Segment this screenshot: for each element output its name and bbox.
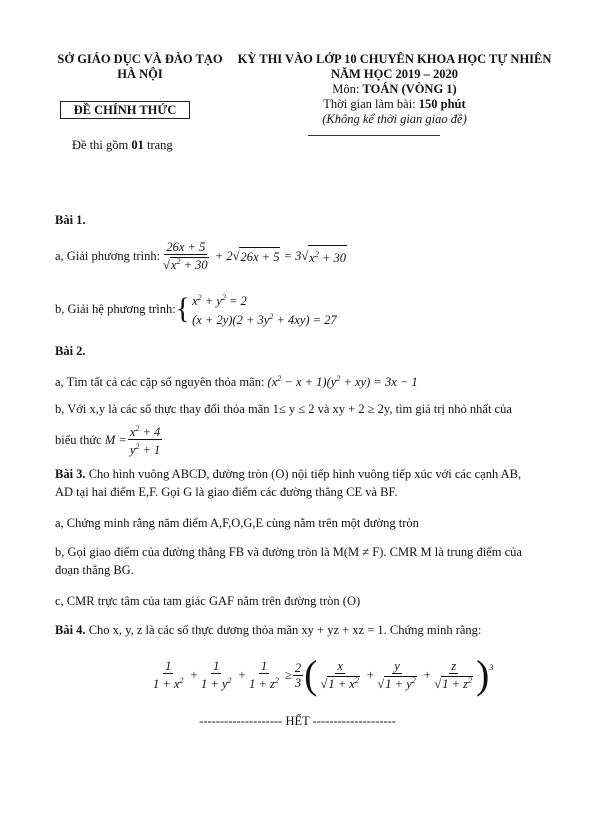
system-1b: { $x^2 + y^2 = 2$ $(x + 2y)(2 + 3y^2 + 4xy) = 27$: [175, 292, 337, 328]
equation-2a: $(x^2 - x + 1)(y^2 + xy) = 3x - 1$: [267, 374, 418, 390]
problem3a: a, Chứng minh rằng năm điểm A,F,O,G,E cùng nằm trên một đường tròn: [55, 516, 419, 530]
problem1b: [55, 290, 337, 328]
brace: {: [175, 292, 191, 326]
problem4: [55, 621, 540, 639]
official-label: ĐỀ CHÍNH THỨC: [60, 101, 190, 119]
header-divider: [308, 135, 440, 136]
problem2-title: Bài 2.: [55, 344, 86, 358]
dept-line2: HÀ NỘI: [117, 67, 163, 81]
subject-prefix: Môn:: [332, 82, 363, 96]
problem1a-prefix: a, Giải phương trình:: [55, 249, 161, 264]
fraction: $\frac{26x + 5}{√x^2 + 30}$: [163, 240, 208, 273]
time-prefix: Thời gian làm bài:: [323, 97, 419, 111]
problem3c: c, CMR trực tâm của tam giác GAF nằm trên đường tròn (O): [55, 594, 361, 608]
page-count-prefix: Đề thi gồm: [72, 138, 132, 152]
subject: TOÁN (VÒNG 1): [362, 82, 457, 96]
page-count: [72, 136, 173, 154]
problem2a: [55, 370, 418, 391]
problem1-title: Bài 1.: [55, 213, 86, 227]
problem3: [55, 465, 540, 501]
problem2b-prefix: biểu thức: [55, 432, 102, 447]
problem2b: b, Với x,y là các số thực thay đổi thỏa mãn 1≤ y ≤ 2 và xy + 2 ≥ 2y, tìm giá trị nhỏ nhất của: [55, 402, 512, 416]
problem3b: b, Gọi giao điểm của đường thẳng FB và đường tròn là M(M ≠ F). CMR M là trung điểm của đoạn thẳng BG.: [55, 545, 522, 577]
problem2a-text: a, Tìm tất cả các cặp số nguyên thỏa mãn:: [55, 375, 268, 390]
equation-1a: $\frac{26x + 5}{√x^2 + 30}$ + 2√ 26x + 5 = 3√ $x^2 + 30$: [163, 240, 346, 273]
end-marker: -------------------- HẾT --------------------: [199, 714, 396, 728]
problem3-title: Bài 3.: [55, 467, 86, 481]
exam-title: KỲ THI VÀO LỚP 10 CHUYÊN KHOA HỌC TỰ NHIÊN: [237, 52, 552, 66]
exam-year: NĂM HỌC 2019 – 2020: [330, 67, 459, 81]
problem3-text: Cho hình vuông ABCD, đường tròn (O) nội tiếp hình vuông tiếp xúc với các cạnh AB, AD tại hai điểm E,F. Gọi G là giao điểm các đường thẳng CE và BF.: [55, 467, 522, 499]
exam-subject: [232, 82, 557, 97]
dept-line1: SỞ GIÁO DỤC VÀ ĐÀO TẠO: [57, 52, 223, 66]
problem2b-expr: biểu thức M = $\frac{x^2 + 4}{y^2 + 1}$: [55, 424, 161, 458]
department-header: [40, 52, 240, 82]
time-note: (Không kể thời gian giao đề): [322, 112, 467, 126]
inequality-4: $\frac{1}{1 + x^2}$ + $\frac{1}{1 + y^2}$ + $\frac{1}{1 + z^2}$ ≥ $\frac{2}{3}$ ( $\frac{x}{√1 + x^2}$ + $\frac{y}{√1 + y^2}$ + $\frac{z}{√1 + z^2}$ ) $^3$: [153, 652, 494, 697]
page-count-suffix: trang: [143, 138, 173, 152]
problem4-title: Bài 4.: [55, 623, 86, 637]
problem1b-prefix: b, Giải hệ phương trình:: [55, 302, 176, 317]
time: 150 phút: [418, 97, 466, 111]
problem4-text: Cho x, y, z là các số thực dương thỏa mãn xy + yz + xz = 1. Chứng minh rằng:: [85, 623, 482, 637]
exam-time: [232, 97, 557, 112]
page-count-value: 01: [131, 138, 144, 152]
problem1a: [55, 240, 347, 272]
exam-header: [232, 52, 557, 127]
